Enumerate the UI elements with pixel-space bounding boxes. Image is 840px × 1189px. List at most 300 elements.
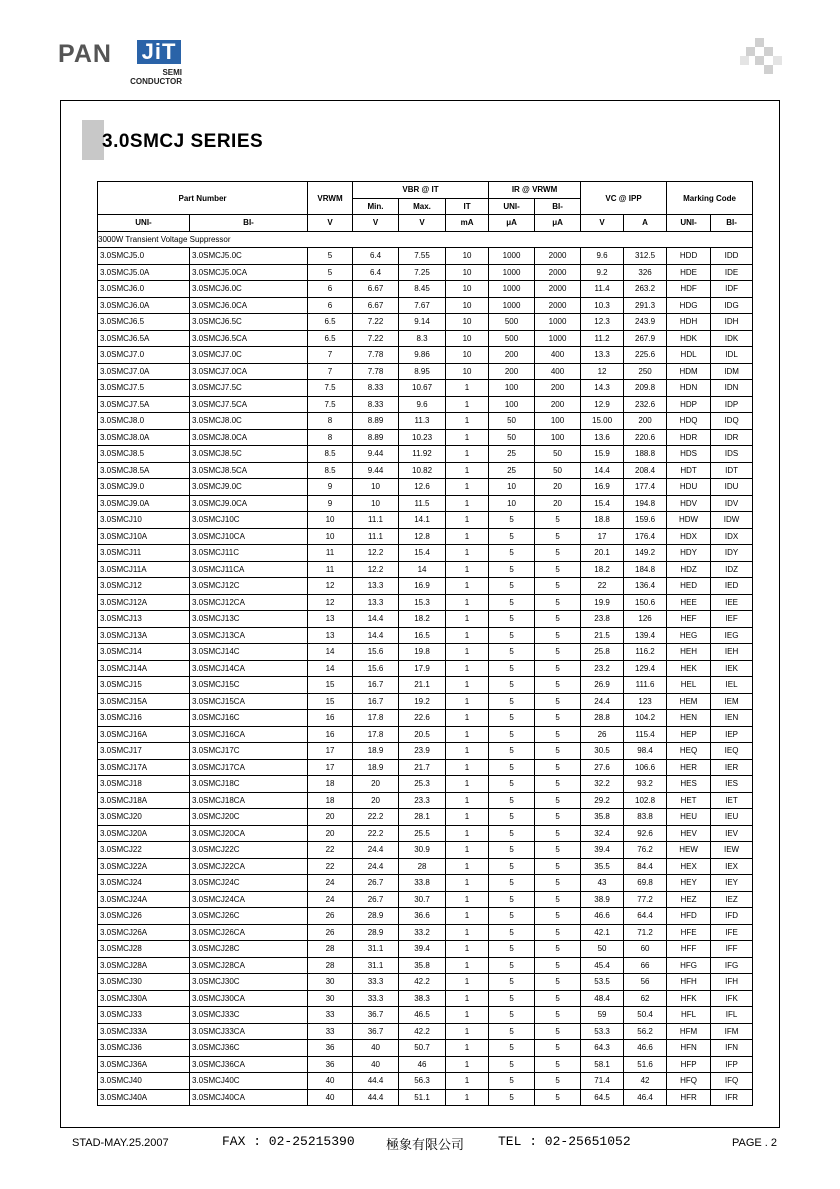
header-uni: UNI- <box>489 198 535 215</box>
table-cell: 66 <box>624 957 667 974</box>
table-cell: 46.4 <box>624 1089 667 1106</box>
table-cell: 100 <box>489 380 535 397</box>
table-cell: 20.5 <box>399 726 446 743</box>
table-row <box>98 594 753 611</box>
unit-header-cell: UNI- <box>667 215 711 232</box>
table-cell: 291.3 <box>624 297 667 314</box>
table-cell: 46.5 <box>399 1007 446 1024</box>
table-cell: 3.0SMCJ17C <box>190 743 308 760</box>
table-cell: 40 <box>353 1056 399 1073</box>
table-cell: 3.0SMCJ7.5CA <box>190 396 308 413</box>
table-cell: IEL <box>711 677 753 694</box>
table-cell: 8.89 <box>353 429 399 446</box>
table-cell: HEK <box>667 660 711 677</box>
table-cell: 100 <box>489 396 535 413</box>
table-cell: 17 <box>581 528 624 545</box>
table-cell: 30.5 <box>581 743 624 760</box>
table-cell: IEG <box>711 627 753 644</box>
table-cell: 18.9 <box>353 759 399 776</box>
table-cell: 3.0SMCJ14CA <box>190 660 308 677</box>
table-cell: 3.0SMCJ30CA <box>190 990 308 1007</box>
table-cell: 126 <box>624 611 667 628</box>
table-cell: 36.7 <box>353 1007 399 1024</box>
table-cell: 3.0SMCJ7.0C <box>190 347 308 364</box>
table-cell: 3.0SMCJ13 <box>98 611 190 628</box>
table-cell: 1 <box>446 974 489 991</box>
table-cell: 106.6 <box>624 759 667 776</box>
table-cell: 10.3 <box>581 297 624 314</box>
table-cell: 30 <box>308 974 353 991</box>
table-row <box>98 792 753 809</box>
table-cell: 26 <box>581 726 624 743</box>
table-cell: 3.0SMCJ18A <box>98 792 190 809</box>
table-cell: 3.0SMCJ12C <box>190 578 308 595</box>
table-cell: 3.0SMCJ33C <box>190 1007 308 1024</box>
table-cell: IDM <box>711 363 753 380</box>
table-cell: 14.1 <box>399 512 446 529</box>
table-cell: 5 <box>489 660 535 677</box>
table-row <box>98 710 753 727</box>
table-cell: 56.3 <box>399 1073 446 1090</box>
header-min: Min. <box>353 198 399 215</box>
table-cell: 5 <box>535 594 581 611</box>
table-row <box>98 842 753 859</box>
table-cell: 1 <box>446 479 489 496</box>
table-cell: 3.0SMCJ15C <box>190 677 308 694</box>
table-cell: 1 <box>446 677 489 694</box>
table-cell: 12.3 <box>581 314 624 331</box>
table-cell: 23.2 <box>581 660 624 677</box>
table-cell: 3.0SMCJ5.0 <box>98 248 190 265</box>
table-cell: IEE <box>711 594 753 611</box>
table-cell: 20 <box>308 825 353 842</box>
table-cell: 1 <box>446 990 489 1007</box>
table-cell: IFQ <box>711 1073 753 1090</box>
table-cell: 3.0SMCJ36 <box>98 1040 190 1057</box>
table-cell: 1000 <box>535 330 581 347</box>
table-cell: 3.0SMCJ20CA <box>190 825 308 842</box>
table-cell: HFF <box>667 941 711 958</box>
table-cell: 3.0SMCJ30C <box>190 974 308 991</box>
table-cell: 5 <box>489 677 535 694</box>
table-cell: 176.4 <box>624 528 667 545</box>
table-cell: IEU <box>711 809 753 826</box>
table-cell: 22 <box>308 842 353 859</box>
table-cell: IDN <box>711 380 753 397</box>
table-cell: 50 <box>535 446 581 463</box>
table-cell: 3.0SMCJ7.0 <box>98 347 190 364</box>
table-row <box>98 776 753 793</box>
table-cell: 5 <box>535 743 581 760</box>
table-cell: 28.9 <box>353 908 399 925</box>
table-cell: 50 <box>489 429 535 446</box>
table-cell: HDG <box>667 297 711 314</box>
table-cell: 18 <box>308 792 353 809</box>
table-cell: 46 <box>399 1056 446 1073</box>
table-cell: 1000 <box>535 314 581 331</box>
table-cell: 8 <box>308 413 353 430</box>
table-cell: IDX <box>711 528 753 545</box>
table-cell: 6 <box>308 297 353 314</box>
table-cell: 3.0SMCJ14A <box>98 660 190 677</box>
table-row <box>98 644 753 661</box>
table-cell: 209.8 <box>624 380 667 397</box>
table-cell: IEZ <box>711 891 753 908</box>
table-cell: HEW <box>667 842 711 859</box>
table-cell: HFN <box>667 1040 711 1057</box>
table-cell: 3.0SMCJ33CA <box>190 1023 308 1040</box>
header-bi: BI- <box>535 198 581 215</box>
table-cell: 200 <box>624 413 667 430</box>
table-cell: HES <box>667 776 711 793</box>
title-accent-block <box>82 120 104 160</box>
table-cell: 3.0SMCJ22A <box>98 858 190 875</box>
table-cell: HFK <box>667 990 711 1007</box>
table-cell: 36 <box>308 1056 353 1073</box>
table-row <box>98 380 753 397</box>
table-cell: 36.6 <box>399 908 446 925</box>
table-cell: 3.0SMCJ8.0A <box>98 429 190 446</box>
table-cell: 5 <box>489 941 535 958</box>
table-row <box>98 297 753 314</box>
table-cell: HDK <box>667 330 711 347</box>
table-cell: 15.9 <box>581 446 624 463</box>
table-cell: 11.92 <box>399 446 446 463</box>
table-cell: HDH <box>667 314 711 331</box>
table-cell: IDH <box>711 314 753 331</box>
table-cell: IEY <box>711 875 753 892</box>
table-cell: 5 <box>489 627 535 644</box>
table-cell: 5 <box>489 512 535 529</box>
table-cell: 33 <box>308 1023 353 1040</box>
table-cell: 3.0SMCJ6.0CA <box>190 297 308 314</box>
table-cell: 1 <box>446 446 489 463</box>
table-cell: 5 <box>535 974 581 991</box>
table-cell: 3.0SMCJ13A <box>98 627 190 644</box>
table-cell: 46.6 <box>581 908 624 925</box>
table-cell: 3.0SMCJ6.0C <box>190 281 308 298</box>
table-cell: HEQ <box>667 743 711 760</box>
page-title: 3.0SMCJ SERIES <box>102 131 264 152</box>
table-cell: 149.2 <box>624 545 667 562</box>
table-cell: 9.44 <box>353 446 399 463</box>
unit-header-cell: A <box>624 215 667 232</box>
table-cell: 8.3 <box>399 330 446 347</box>
table-cell: 11.2 <box>581 330 624 347</box>
table-cell: 3.0SMCJ18CA <box>190 792 308 809</box>
table-cell: 10 <box>308 528 353 545</box>
table-cell: 1 <box>446 1089 489 1106</box>
table-cell: 15.4 <box>399 545 446 562</box>
table-row <box>98 1023 753 1040</box>
table-cell: IFE <box>711 924 753 941</box>
table-cell: 3.0SMCJ40C <box>190 1073 308 1090</box>
table-row <box>98 891 753 908</box>
table-cell: 3.0SMCJ6.5A <box>98 330 190 347</box>
table-cell: 23.3 <box>399 792 446 809</box>
table-cell: 1 <box>446 842 489 859</box>
table-cell: 14 <box>308 644 353 661</box>
table-cell: HDL <box>667 347 711 364</box>
table-row <box>98 924 753 941</box>
table-cell: 1 <box>446 528 489 545</box>
table-cell: 115.4 <box>624 726 667 743</box>
table-cell: HDX <box>667 528 711 545</box>
table-cell: 1 <box>446 693 489 710</box>
table-cell: 11.5 <box>399 495 446 512</box>
table-cell: 1 <box>446 611 489 628</box>
table-cell: 10 <box>446 264 489 281</box>
table-cell: 7.5 <box>308 396 353 413</box>
table-cell: 10 <box>308 512 353 529</box>
table-cell: 7.5 <box>308 380 353 397</box>
table-cell: 3.0SMCJ18 <box>98 776 190 793</box>
table-cell: IES <box>711 776 753 793</box>
table-cell: 17 <box>308 759 353 776</box>
table-cell: 5 <box>535 891 581 908</box>
table-cell: 15.00 <box>581 413 624 430</box>
table-cell: 22.2 <box>353 809 399 826</box>
table-cell: 232.6 <box>624 396 667 413</box>
table-cell: 28 <box>308 957 353 974</box>
table-cell: 51.1 <box>399 1089 446 1106</box>
table-cell: 15.3 <box>399 594 446 611</box>
table-cell: 3.0SMCJ18C <box>190 776 308 793</box>
table-cell: 15.6 <box>353 644 399 661</box>
table-cell: HEY <box>667 875 711 892</box>
table-cell: 188.8 <box>624 446 667 463</box>
table-cell: 5 <box>489 1056 535 1073</box>
table-cell: 3.0SMCJ17A <box>98 759 190 776</box>
table-cell: 33.8 <box>399 875 446 892</box>
table-cell: 5 <box>489 875 535 892</box>
table-cell: HDY <box>667 545 711 562</box>
table-cell: 19.8 <box>399 644 446 661</box>
table-cell: 3.0SMCJ26C <box>190 908 308 925</box>
table-cell: 1 <box>446 743 489 760</box>
table-cell: 9 <box>308 495 353 512</box>
table-cell: 3.0SMCJ26 <box>98 908 190 925</box>
table-cell: HEF <box>667 611 711 628</box>
table-cell: 3.0SMCJ26CA <box>190 924 308 941</box>
table-cell: 92.6 <box>624 825 667 842</box>
table-cell: 1 <box>446 825 489 842</box>
table-cell: 3.0SMCJ9.0A <box>98 495 190 512</box>
table-cell: 19.2 <box>399 693 446 710</box>
table-cell: 51.6 <box>624 1056 667 1073</box>
table-row <box>98 627 753 644</box>
table-cell: 58.1 <box>581 1056 624 1073</box>
table-cell: 5 <box>489 644 535 661</box>
table-cell: 3.0SMCJ28CA <box>190 957 308 974</box>
table-cell: IEX <box>711 858 753 875</box>
table-cell: 8.5 <box>308 446 353 463</box>
table-cell: 3.0SMCJ20C <box>190 809 308 826</box>
table-cell: 42.1 <box>581 924 624 941</box>
table-cell: 5 <box>535 627 581 644</box>
table-row <box>98 875 753 892</box>
table-cell: 1 <box>446 1056 489 1073</box>
table-cell: 243.9 <box>624 314 667 331</box>
header-ir: IR @ VRWM <box>489 182 581 199</box>
table-cell: 1 <box>446 644 489 661</box>
table-row <box>98 495 753 512</box>
table-cell: 123 <box>624 693 667 710</box>
table-cell: HDD <box>667 248 711 265</box>
table-cell: 26.7 <box>353 875 399 892</box>
table-cell: 100 <box>535 429 581 446</box>
table-cell: 3.0SMCJ24A <box>98 891 190 908</box>
table-cell: 5 <box>489 825 535 842</box>
table-cell: IFM <box>711 1023 753 1040</box>
table-cell: 83.8 <box>624 809 667 826</box>
table-cell: 5 <box>535 677 581 694</box>
table-cell: 3.0SMCJ24 <box>98 875 190 892</box>
table-cell: 26 <box>308 924 353 941</box>
table-cell: 40 <box>353 1040 399 1057</box>
table-cell: 64.5 <box>581 1089 624 1106</box>
table-row <box>98 528 753 545</box>
table-cell: 3.0SMCJ11CA <box>190 561 308 578</box>
table-cell: 3.0SMCJ9.0 <box>98 479 190 496</box>
header-it: IT <box>446 198 489 215</box>
table-cell: 1 <box>446 396 489 413</box>
table-cell: 3.0SMCJ10A <box>98 528 190 545</box>
table-cell: 11.3 <box>399 413 446 430</box>
table-row <box>98 660 753 677</box>
table-cell: 24 <box>308 875 353 892</box>
table-cell: 15.6 <box>353 660 399 677</box>
table-cell: 2000 <box>535 281 581 298</box>
table-cell: 3.0SMCJ15A <box>98 693 190 710</box>
table-cell: 13 <box>308 611 353 628</box>
table-row <box>98 561 753 578</box>
table-cell: 20 <box>535 495 581 512</box>
table-cell: 21.1 <box>399 677 446 694</box>
table-cell: 50 <box>489 413 535 430</box>
table-cell: IEN <box>711 710 753 727</box>
table-cell: 3.0SMCJ22 <box>98 842 190 859</box>
table-cell: 84.4 <box>624 858 667 875</box>
table-cell: HDW <box>667 512 711 529</box>
table-cell: 8 <box>308 429 353 446</box>
table-cell: 1 <box>446 594 489 611</box>
table-cell: 30.7 <box>399 891 446 908</box>
table-cell: 14 <box>399 561 446 578</box>
table-row <box>98 693 753 710</box>
table-cell: 3.0SMCJ20A <box>98 825 190 842</box>
table-cell: 62 <box>624 990 667 1007</box>
table-cell: 28.8 <box>581 710 624 727</box>
table-cell: 38.9 <box>581 891 624 908</box>
table-cell: 50.7 <box>399 1040 446 1057</box>
table-cell: 48.4 <box>581 990 624 1007</box>
table-cell: IFG <box>711 957 753 974</box>
table-row <box>98 512 753 529</box>
table-cell: 36 <box>308 1040 353 1057</box>
table-cell: HDF <box>667 281 711 298</box>
table-cell: 33.2 <box>399 924 446 941</box>
table-cell: IDF <box>711 281 753 298</box>
table-cell: 11 <box>308 545 353 562</box>
table-cell: 3.0SMCJ22C <box>190 842 308 859</box>
table-row <box>98 611 753 628</box>
table-cell: HDU <box>667 479 711 496</box>
table-cell: 16.7 <box>353 693 399 710</box>
table-row <box>98 858 753 875</box>
table-cell: 50 <box>581 941 624 958</box>
table-cell: 28.1 <box>399 809 446 826</box>
table-cell: IDD <box>711 248 753 265</box>
table-cell: 3.0SMCJ33A <box>98 1023 190 1040</box>
table-cell: 26.7 <box>353 891 399 908</box>
unit-header-cell: mA <box>446 215 489 232</box>
table-cell: 400 <box>535 347 581 364</box>
table-cell: 5 <box>535 941 581 958</box>
table-cell: 1 <box>446 627 489 644</box>
logo-text-jit: JiT <box>137 40 181 64</box>
table-cell: 5 <box>489 974 535 991</box>
table-cell: HEZ <box>667 891 711 908</box>
table-cell: 12 <box>581 363 624 380</box>
table-cell: 8.89 <box>353 413 399 430</box>
unit-header-cell: BI- <box>190 215 308 232</box>
table-cell: 33 <box>308 1007 353 1024</box>
table-cell: 10.82 <box>399 462 446 479</box>
table-cell: 3.0SMCJ13CA <box>190 627 308 644</box>
table-cell: IDK <box>711 330 753 347</box>
table-row <box>98 1089 753 1106</box>
table-cell: 8.33 <box>353 396 399 413</box>
table-cell: 3.0SMCJ10C <box>190 512 308 529</box>
unit-header-cell: BI- <box>711 215 753 232</box>
table-row <box>98 462 753 479</box>
table-cell: HFP <box>667 1056 711 1073</box>
table-cell: 5 <box>489 1089 535 1106</box>
table-cell: 6.67 <box>353 281 399 298</box>
table-cell: 24 <box>308 891 353 908</box>
table-cell: 1 <box>446 462 489 479</box>
table-cell: 10 <box>446 347 489 364</box>
table-cell: 1 <box>446 1073 489 1090</box>
table-cell: 5 <box>489 908 535 925</box>
table-cell: 7.67 <box>399 297 446 314</box>
table-row <box>98 479 753 496</box>
table-cell: 13.3 <box>353 594 399 611</box>
table-cell: 3.0SMCJ24C <box>190 875 308 892</box>
table-cell: 5 <box>489 743 535 760</box>
table-cell: 12 <box>308 578 353 595</box>
table-cell: 1 <box>446 891 489 908</box>
table-cell: IEH <box>711 644 753 661</box>
footer-page-number: PAGE . 2 <box>732 1137 778 1149</box>
table-cell: 5 <box>535 1023 581 1040</box>
table-cell: 12.8 <box>399 528 446 545</box>
table-row <box>98 330 753 347</box>
table-cell: 136.4 <box>624 578 667 595</box>
table-cell: IER <box>711 759 753 776</box>
table-cell: 3.0SMCJ6.5C <box>190 314 308 331</box>
table-row <box>98 1007 753 1024</box>
table-cell: 19.9 <box>581 594 624 611</box>
table-row <box>98 264 753 281</box>
table-cell: 1000 <box>489 248 535 265</box>
table-row <box>98 941 753 958</box>
table-cell: 16.7 <box>353 677 399 694</box>
table-cell: 8.33 <box>353 380 399 397</box>
table-cell: IDW <box>711 512 753 529</box>
table-cell: 60 <box>624 941 667 958</box>
